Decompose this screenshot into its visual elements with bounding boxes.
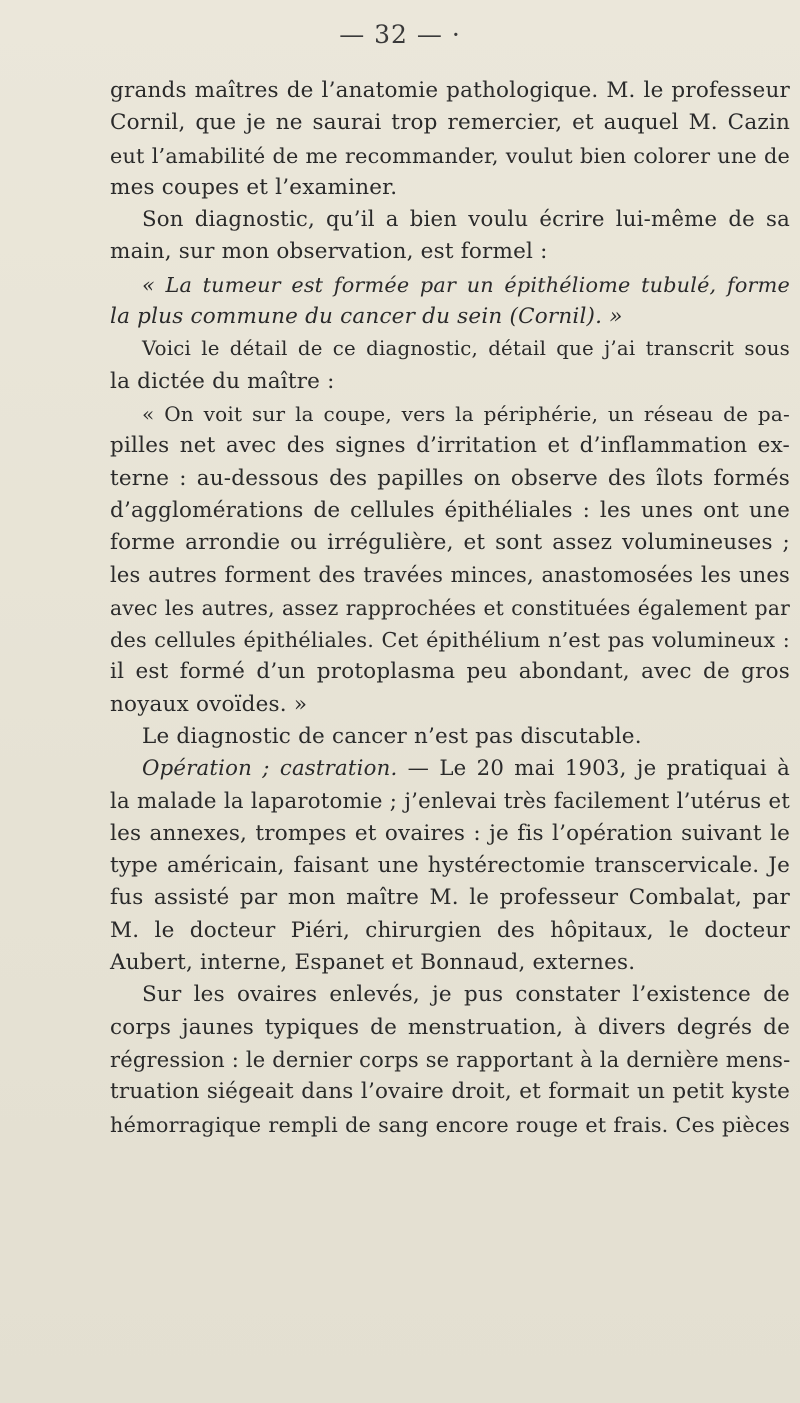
body-text [110, 75, 800, 1141]
text-line: la dictée du maître : [110, 368, 335, 394]
text-line: type américain, faisant une hystérectomie transcervicale. Je [110, 853, 790, 879]
text-line: truation siégeait dans l’ovaire droit, et formait un petit kyste [110, 1079, 790, 1105]
text-line: Sur les ovaires enlevés, je pus constater l’existence de [142, 982, 790, 1008]
text-line: la malade la laparotomie ; j’enlevai très facilement l’utérus et [110, 788, 790, 814]
text-line: Son diagnostic, qu’il a bien voulu écrire lui-même de sa [142, 207, 790, 233]
text-line: main, sur mon observation, est formel : [110, 239, 548, 265]
text-line: mes coupes et l’examiner. [110, 174, 398, 200]
text-line: pilles net avec des signes d’irritation et d’inflammation ex- [110, 433, 790, 459]
text-line: fus assisté par mon maître M. le professeur Combalat, par [110, 885, 790, 911]
text-fragment: Opération ; castration. [142, 756, 398, 782]
text-line: forme arrondie ou irrégulière, et sont assez volumineuses ; [110, 530, 790, 556]
text-fragment: — Le 20 mai 1903, je pratiquai à [397, 756, 790, 782]
text-line: Voici le détail de ce diagnostic, détail que j’ai transcrit sous [142, 337, 790, 361]
text-line: noyaux ovoïdes. » [110, 691, 308, 717]
text-line: avec les autres, assez rapprochées et constituées également par [110, 595, 790, 620]
text-line: corps jaunes typiques de menstruation, à divers degrés de [110, 1014, 790, 1040]
text-line: hémorragique rempli de sang encore rouge et frais. Ces pièces [110, 1112, 790, 1137]
text-line: terne : au-dessous des papilles on observe des îlots formés [110, 465, 790, 491]
text-line: eut l’amabilité de me recommander, voulut bien colorer une de [110, 143, 790, 168]
text-line: « La tumeur est formée par un épithéliome tubulé, forme [142, 272, 790, 297]
page-number: — 32 — · [339, 20, 461, 49]
text-line: M. le docteur Piéri, chirurgien des hôpitaux, le docteur [110, 917, 790, 943]
text-line: grands maîtres de l’anatomie pathologique. M. le professeur [110, 78, 790, 103]
text-line: « On voit sur la coupe, vers la périphérie, un réseau de pa- [142, 401, 790, 426]
text-line [110, 753, 790, 785]
text-line: les annexes, trompes et ovaires : je fis l’opération suivant le [110, 820, 790, 846]
text-line: Cornil, que je ne saurai trop remercier, et auquel M. Cazin [110, 110, 790, 136]
text-line: Aubert, interne, Espanet et Bonnaud, externes. [110, 950, 636, 976]
text-line: les autres forment des travées minces, anastomosées les unes [110, 563, 790, 588]
text-line: Le diagnostic de cancer n’est pas discutable. [142, 723, 642, 749]
text-line: d’agglomérations de cellules épithéliales : les unes ont une [110, 497, 790, 523]
text-line: régression : le dernier corps se rapportant à la dernière mens- [110, 1047, 791, 1072]
text-line: la plus commune du cancer du sein (Cornil). » [110, 304, 623, 330]
text-line: des cellules épithéliales. Cet épithélium n’est pas volumineux : [110, 628, 790, 653]
text-line: il est formé d’un protoplasma peu abondant, avec de gros [110, 659, 790, 685]
